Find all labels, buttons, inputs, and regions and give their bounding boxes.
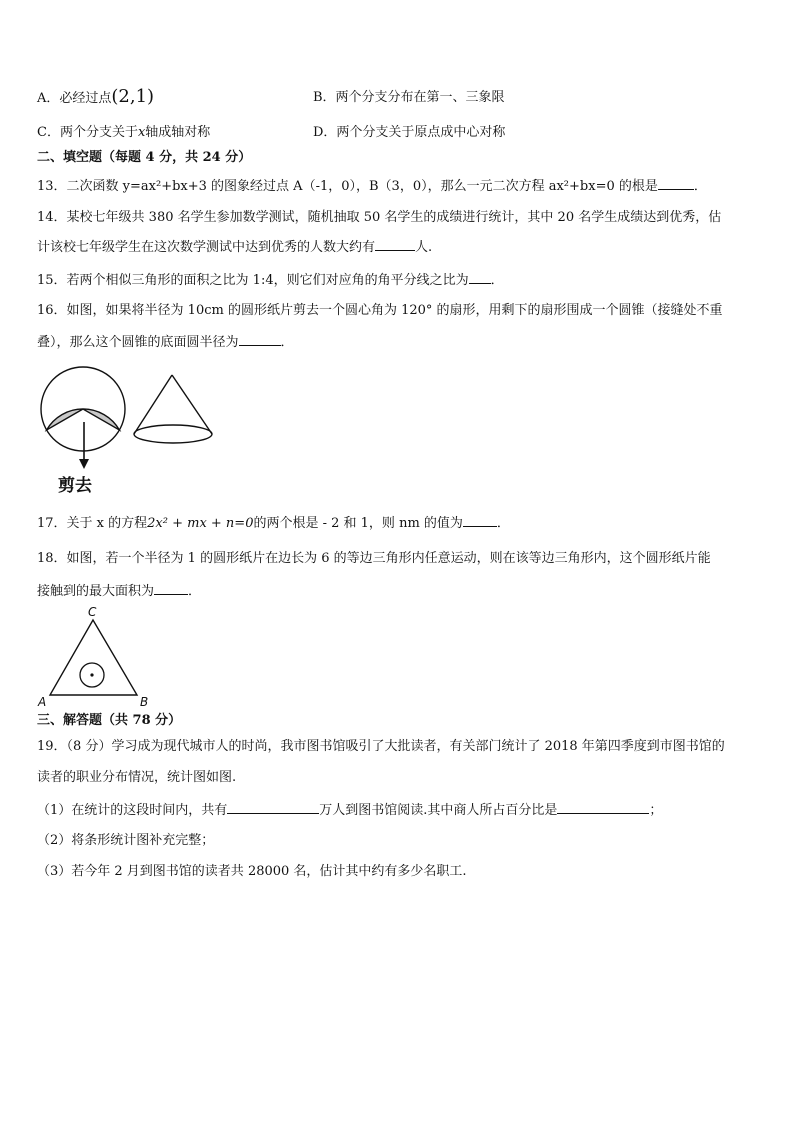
question-16-line1: 16．如图，如果将半径为 10cm 的圆形纸片剪去一个圆心角为 120° 的扇形，用剩下的扇形围成一个圆锥（接缝处不重 xyxy=(37,303,723,318)
q19-sub1-c: ； xyxy=(649,803,663,818)
question-19-line2: 读者的职业分布情况，统计图如图. xyxy=(37,770,237,785)
question-19-sub1 xyxy=(37,801,662,820)
vertex-a-label: A xyxy=(38,695,47,709)
option-c-var: x xyxy=(137,125,146,140)
option-a-point: (2,1) xyxy=(111,86,155,107)
q14-end: 人. xyxy=(415,240,433,255)
q17-end: ． xyxy=(496,516,510,531)
q14-answer-blank[interactable] xyxy=(375,238,415,251)
cut-label: 剪去 xyxy=(58,476,92,496)
q17-suffix: 的两个根是 - 2 和 1，则 nm 的值为 xyxy=(253,516,463,531)
option-c-prefix: C．两个分支关于 xyxy=(37,125,138,140)
question-16-line2 xyxy=(37,333,294,352)
q17-answer-blank[interactable] xyxy=(463,514,497,527)
q16-end: ． xyxy=(280,335,294,350)
q19-sub1-b: 万人到图书馆阅读.其中商人所占百分比是 xyxy=(319,803,558,818)
q19-total-blank[interactable] xyxy=(227,801,319,814)
q16-text: 叠），那么这个圆锥的底面圆半径为 xyxy=(37,335,239,350)
arrow-down-icon xyxy=(79,459,89,469)
option-c-suffix: 轴成轴对称 xyxy=(145,125,211,140)
question-19-sub2: （2）将条形统计图补充完整； xyxy=(37,833,215,848)
question-19-line1: 19．（8 分）学习成为现代城市人的时尚，我市图书馆吸引了大批读者，有关部门统计了 2018 年第四季度到市图书馆的 xyxy=(37,739,725,754)
question-19-sub3: （3）若今年 2 月到图书馆的读者共 28000 名，估计其中约有多少名职工. xyxy=(37,864,467,879)
option-b: B．两个分支分布在第一、三象限 xyxy=(313,90,505,105)
q13-end: ． xyxy=(693,179,707,194)
q16-answer-blank[interactable] xyxy=(239,333,281,346)
option-d: D．两个分支关于原点成中心对称 xyxy=(313,125,506,140)
q13-text: 13．二次函数 y=ax²+bx+3 的图象经过点 A（-1，0），B（3，0），那么一元二次方程 ax²+bx=0 的根是 xyxy=(37,179,658,194)
question-17 xyxy=(37,514,510,533)
q18-text: 接触到的最大面积为 xyxy=(37,584,155,599)
q19-percent-blank[interactable] xyxy=(557,801,649,814)
option-a xyxy=(37,88,154,108)
q13-answer-blank[interactable] xyxy=(658,177,694,190)
q14-text: 计该校七年级学生在这次数学测试中达到优秀的人数大约有 xyxy=(37,240,376,255)
q19-sub1-a: （1）在统计的这段时间内，共有 xyxy=(37,803,228,818)
q17-prefix: 17．关于 x 的方程 xyxy=(37,516,148,531)
q18-end: ． xyxy=(188,584,202,599)
q18-answer-blank[interactable] xyxy=(154,582,188,595)
disc-center-dot xyxy=(90,673,93,676)
section-3-title: 三、解答题（共 78 分） xyxy=(37,713,182,728)
q15-end: ． xyxy=(490,273,504,288)
question-18-line2 xyxy=(37,582,201,601)
vertex-b-label: B xyxy=(140,695,149,709)
q16-figure xyxy=(36,362,226,497)
q15-text: 15．若两个相似三角形的面积之比为 1:4，则它们对应角的角平分线之比为 xyxy=(37,273,469,288)
question-15 xyxy=(37,271,504,290)
q17-equation: 2x² + mx + n=0 xyxy=(147,516,254,531)
option-a-text: A．必经过点 xyxy=(37,91,112,106)
q18-figure xyxy=(36,602,166,710)
option-c xyxy=(37,124,210,142)
q15-answer-blank[interactable] xyxy=(469,271,491,284)
vertex-c-label: C xyxy=(88,605,97,619)
question-13 xyxy=(37,177,707,196)
question-18-line1: 18．如图，若一个半径为 1 的圆形纸片在边长为 6 的等边三角形内任意运动，则在该等边三角形内，这个圆形纸片能 xyxy=(37,551,711,566)
cone-base xyxy=(134,425,212,443)
section-2-title: 二、填空题（每题 4 分，共 24 分） xyxy=(37,150,252,165)
question-14-line2 xyxy=(37,238,432,257)
question-14-line1: 14．某校七年级共 380 名学生参加数学测试，随机抽取 50 名学生的成绩进行统计，其中 20 名学生成绩达到优秀，估 xyxy=(37,210,722,225)
equilateral-triangle xyxy=(50,620,137,695)
